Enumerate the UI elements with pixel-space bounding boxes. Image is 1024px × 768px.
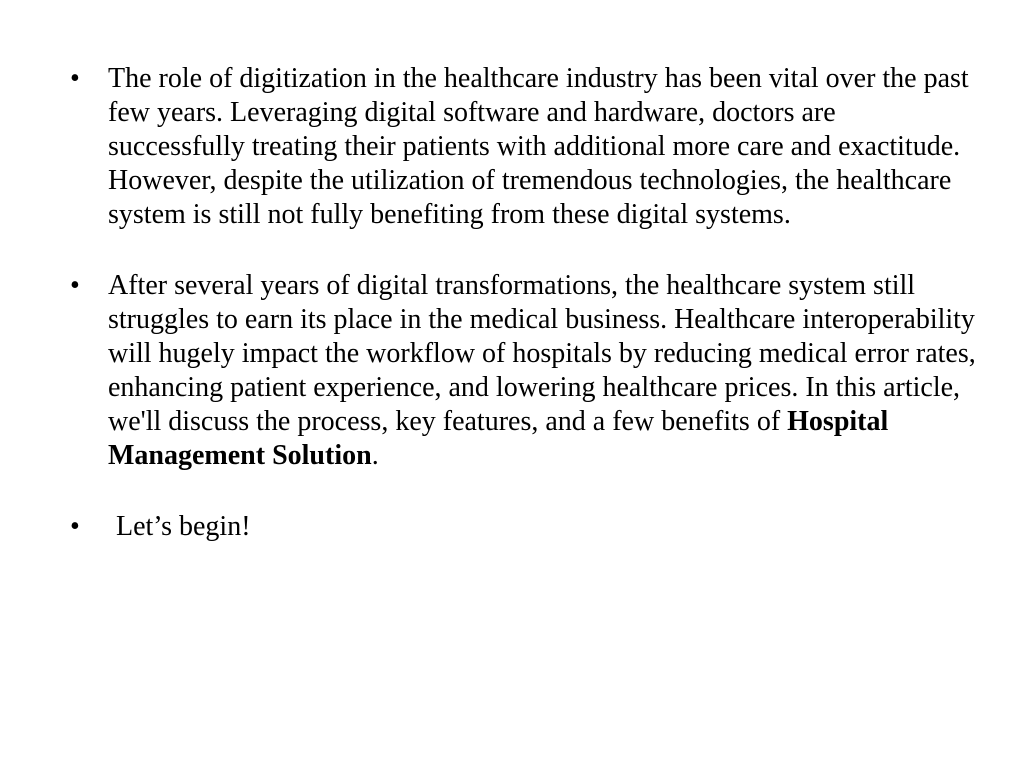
bullet-item-digitization <box>68 62 978 232</box>
bullet-list <box>68 62 978 544</box>
bullet-item-transformations <box>68 269 978 473</box>
bullet-text <box>108 270 976 471</box>
bullet-text-start: After several years of digital transformations, the healthcare system still struggles to earn its place in the medical business. Healthcare interoperability will hugely impact the workflow of hospitals by reducing medical error rates, enhancing patient experience, and lowering healthcare prices. In this article, we'll discuss the process, key features, and a few benefits of <box>108 270 976 437</box>
bullet-icon: • <box>70 511 80 542</box>
bullet-text: Let’s begin! <box>116 511 251 542</box>
bullet-text: The role of digitization in the healthcare industry has been vital over the past few years. Leveraging digital software and hardware, doctors are successfully treating their patients with additional more care and exactitude. However, despite the utilization of tremendous technologies, the healthcare system is still not fully benefiting from these digital systems. <box>108 63 969 230</box>
hospital-management-solution-highlight: Hospital Management Solution <box>108 406 889 471</box>
bullet-icon: • <box>70 63 80 94</box>
bullet-item-begin <box>68 510 978 544</box>
bullet-icon: • <box>70 270 80 301</box>
bullet-text-end: . <box>371 440 379 471</box>
